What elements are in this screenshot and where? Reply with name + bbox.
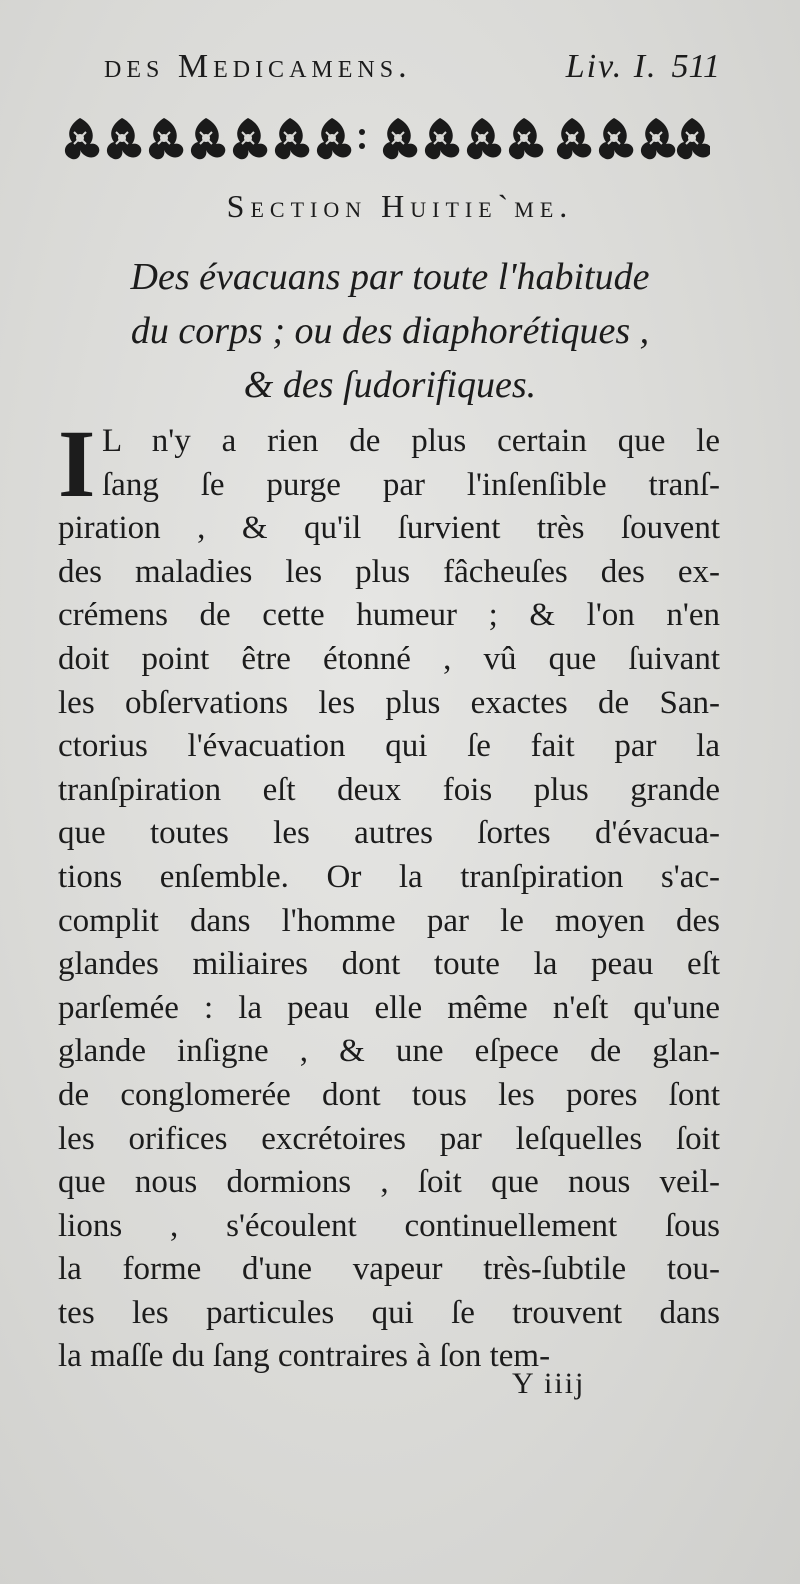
text-line: parſemée : la peau elle même n'eſt qu'une [58, 989, 720, 1026]
text-line: la maſſe du ſang contraires à ſon tem- [58, 1338, 551, 1375]
text-line: L n'y a rien de plus certain que le [102, 423, 720, 459]
running-title: des Medicamens. [104, 48, 412, 85]
drop-cap: I [58, 410, 96, 517]
subtitle-line: du corps ; ou des diaphorétiques , [130, 310, 650, 352]
text-line: que toutes les autres ſortes d'évacua- [58, 815, 720, 852]
text-line: crémens de cette humeur ; & l'on n'en [58, 597, 720, 634]
text-line: piration , & qu'il ſurvient très ſouvent [58, 510, 720, 547]
text-line: tranſpiration eſt deux fois plus grande [58, 771, 720, 808]
section-subtitle [60, 250, 720, 412]
body-paragraph [58, 410, 720, 1379]
text-line: complit dans l'homme par le moyen des [58, 902, 720, 939]
fleuron-band-icon [60, 112, 710, 164]
text-line: ſang ſe purge par l'inſenſible tranſ- [102, 466, 720, 503]
section-heading: Section Huitie`me. [226, 188, 574, 224]
running-header [104, 42, 720, 92]
book-number: Liv. I. [565, 48, 658, 85]
text-line: les obſervations les plus exactes de San- [58, 684, 720, 721]
text-line: lions , s'écoulent continuellement ſous [58, 1207, 720, 1244]
text-line: glande inſigne , & une eſpece de glan- [58, 1033, 720, 1070]
text-line: tions enſemble. Or la tranſpiration s'ac- [58, 858, 720, 895]
text-line: de conglomerée dont tous les pores ſont [58, 1076, 720, 1113]
subtitle-line: Des évacuans par toute l'habitude [130, 256, 650, 298]
subtitle-line: & des ſudorifiques. [243, 364, 537, 406]
book-and-page [566, 48, 720, 86]
text-line: tes les particules qui ſe trouvent dans [58, 1294, 720, 1331]
text-line: les orifices excrétoires par leſquelles ſoit [58, 1120, 720, 1157]
signature-mark: Y iiij [512, 1367, 586, 1400]
text-line: doit point être étonné , vû que ſuivant [58, 640, 720, 677]
text-line: glandes miliaires dont toute la peau eſt [58, 946, 720, 983]
page-number: 511 [671, 48, 720, 85]
text-line: ctorius l'évacuation qui ſe fait par la [58, 728, 720, 765]
text-line: des maladies les plus fâcheuſes des ex- [58, 553, 720, 590]
text-line: la forme d'une vapeur très-ſubtile tou- [58, 1251, 720, 1288]
text-line: que nous dormions , ſoit que nous veil- [58, 1164, 720, 1201]
